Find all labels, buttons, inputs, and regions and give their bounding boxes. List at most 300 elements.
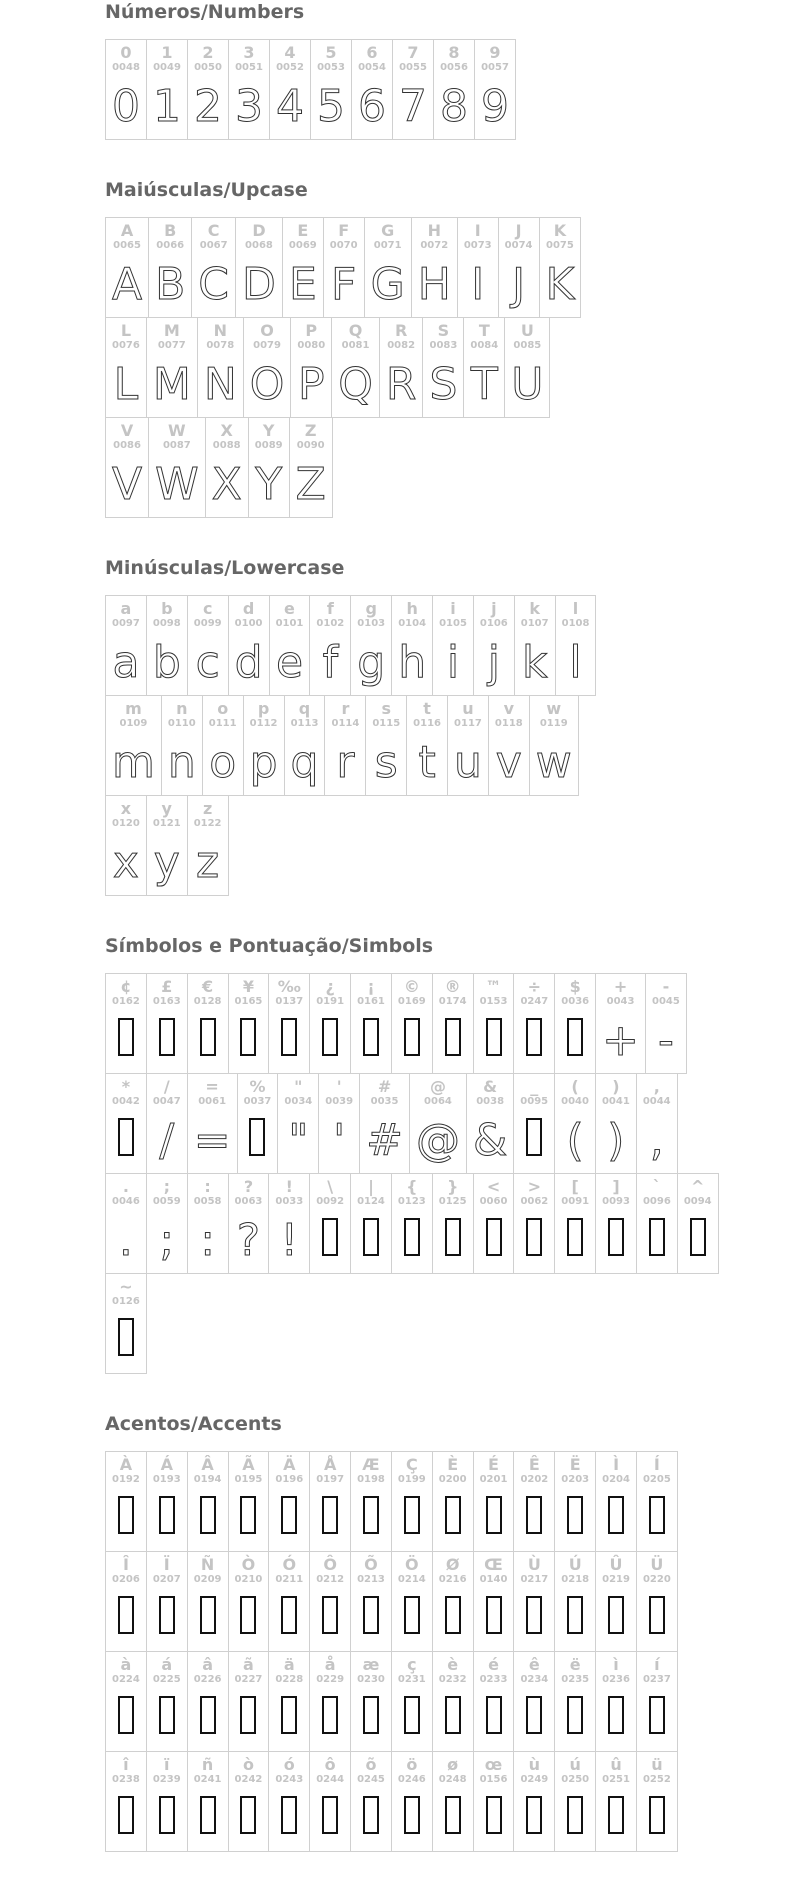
glyph-preview: 5 [317, 81, 345, 132]
character-code: 0153 [479, 996, 508, 1007]
glyph-preview: ; [159, 1215, 175, 1266]
character-label: ì [613, 1655, 619, 1674]
glyph-preview: i [446, 637, 460, 688]
character-label: 1 [161, 43, 173, 62]
character-cell [323, 217, 365, 318]
character-cell [309, 1173, 351, 1274]
character-code: 0245 [357, 1774, 385, 1785]
character-cell [350, 1551, 392, 1652]
character-label: P [305, 321, 318, 340]
character-code: 0216 [438, 1574, 467, 1585]
character-cell [228, 973, 270, 1074]
character-label: 4 [284, 43, 296, 62]
character-cell [554, 1451, 596, 1552]
character-cell [391, 1173, 433, 1274]
missing-glyph-icon [281, 1696, 297, 1734]
character-label: b [161, 599, 173, 618]
character-code: 0046 [112, 1196, 140, 1207]
character-code: 0120 [112, 818, 140, 829]
character-label: ! [285, 1177, 293, 1196]
missing-glyph-icon [526, 1796, 542, 1834]
character-code: 0218 [561, 1574, 590, 1585]
glyph-preview: N [203, 359, 237, 410]
missing-glyph-icon [322, 1496, 338, 1534]
character-label: v [503, 699, 515, 718]
character-cell [105, 695, 162, 796]
character-cell [105, 1073, 147, 1174]
character-cell [146, 595, 188, 696]
missing-glyph-icon [445, 1596, 461, 1634]
missing-glyph-icon [567, 1018, 583, 1056]
character-cell [105, 1651, 147, 1752]
missing-glyph-icon [159, 1496, 175, 1534]
character-cell [432, 1451, 474, 1552]
character-label: H [427, 221, 441, 240]
character-cell [243, 695, 285, 796]
missing-glyph-icon [200, 1796, 216, 1834]
character-code: 0212 [316, 1574, 345, 1585]
character-label: Ë [569, 1455, 581, 1474]
glyph-preview: K [545, 259, 575, 310]
character-code: 0075 [546, 240, 574, 251]
glyph-preview: x [112, 837, 139, 888]
character-cell [235, 217, 283, 318]
character-grid [105, 973, 800, 1374]
glyph-preview: P [298, 359, 325, 410]
character-label: Q [348, 321, 363, 340]
character-code: 0072 [420, 240, 449, 251]
character-label: ü [651, 1755, 663, 1774]
glyph-preview: B [155, 259, 186, 310]
character-code: 0233 [479, 1674, 508, 1685]
character-cell [391, 1451, 433, 1552]
character-code: 0174 [438, 996, 467, 1007]
character-code: 0095 [520, 1096, 549, 1107]
character-cell [187, 595, 229, 696]
glyph-preview: M [152, 359, 191, 410]
character-label: _ [530, 1077, 539, 1096]
character-label: ö [406, 1755, 418, 1774]
character-cell [268, 1551, 310, 1652]
character-label: X [220, 421, 233, 440]
missing-glyph-icon [567, 1218, 583, 1256]
character-cell [513, 1751, 555, 1852]
character-row [105, 1651, 800, 1752]
character-label: Á [160, 1455, 173, 1474]
missing-glyph-icon [690, 1218, 706, 1256]
character-label: l [572, 599, 579, 618]
glyph-preview: Q [338, 359, 373, 410]
character-code: 0209 [193, 1574, 222, 1585]
character-cell [636, 1173, 678, 1274]
character-code: 0246 [397, 1774, 426, 1785]
character-label: 9 [489, 43, 501, 62]
missing-glyph-icon [649, 1696, 665, 1734]
character-cell [636, 1651, 678, 1752]
character-label: = [205, 1077, 219, 1096]
missing-glyph-icon [608, 1496, 624, 1534]
character-cell [146, 1173, 188, 1274]
character-label: Y [262, 421, 275, 440]
character-code: 0038 [476, 1096, 505, 1107]
character-cell [433, 39, 475, 140]
glyph-preview: h [398, 637, 427, 688]
character-label: ¡ [367, 977, 375, 996]
character-code: 0048 [112, 62, 140, 73]
character-code: 0040 [561, 1096, 589, 1107]
character-cell [243, 317, 292, 418]
missing-glyph-icon [240, 1796, 256, 1834]
missing-glyph-icon [608, 1596, 624, 1634]
glyph-preview: u [454, 737, 482, 788]
missing-glyph-icon [608, 1796, 624, 1834]
character-code: 0083 [429, 340, 458, 351]
missing-glyph-icon [281, 1496, 297, 1534]
missing-glyph-icon [567, 1596, 583, 1634]
character-cell [391, 1751, 433, 1852]
character-label: @ [429, 1077, 446, 1096]
character-cell [539, 217, 582, 318]
character-cell [248, 417, 290, 518]
character-cell [228, 1173, 270, 1274]
character-code: 0063 [234, 1196, 263, 1207]
character-code: 0201 [479, 1474, 508, 1485]
character-code: 0098 [152, 618, 181, 629]
character-code: 0058 [193, 1196, 222, 1207]
character-cell [364, 217, 412, 318]
character-code: 0236 [602, 1674, 630, 1685]
character-code: 0078 [206, 340, 235, 351]
character-code: 0210 [234, 1574, 263, 1585]
character-cell [105, 795, 147, 896]
character-code: 0206 [112, 1574, 140, 1585]
character-label: À [119, 1455, 133, 1474]
glyph-preview: d [234, 637, 263, 688]
character-label: È [447, 1455, 459, 1474]
character-cell [277, 1073, 319, 1174]
character-code: 0204 [602, 1474, 630, 1485]
character-label: Ü [650, 1555, 664, 1574]
character-cell [513, 1451, 555, 1552]
character-code: 0117 [454, 718, 482, 729]
character-code: 0200 [438, 1474, 467, 1485]
character-code: 0118 [494, 718, 523, 729]
character-code: 0041 [601, 1096, 630, 1107]
character-cell [504, 317, 550, 418]
glyph-preview: 4 [276, 81, 304, 132]
character-cell [105, 317, 147, 418]
character-label: Û [609, 1555, 623, 1574]
character-code: 0197 [316, 1474, 345, 1485]
missing-glyph-icon [363, 1218, 379, 1256]
character-code: 0228 [275, 1674, 304, 1685]
character-cell [187, 1551, 229, 1652]
missing-glyph-icon [404, 1596, 420, 1634]
character-cell [146, 1073, 188, 1174]
glyph-preview: G [370, 259, 405, 310]
missing-glyph-icon [200, 1018, 216, 1056]
character-label: r [341, 699, 350, 718]
character-label: Ä [283, 1455, 296, 1474]
character-cell [105, 1273, 147, 1374]
character-code: 0230 [357, 1674, 385, 1685]
character-label: / [163, 1077, 170, 1096]
character-cell [309, 1751, 351, 1852]
character-label: à [120, 1655, 132, 1674]
character-cell [595, 1551, 637, 1652]
glyph-preview: ) [607, 1115, 625, 1166]
missing-glyph-icon [118, 1318, 134, 1356]
character-label: a [120, 599, 132, 618]
missing-glyph-icon [526, 1118, 542, 1156]
character-code: 0089 [254, 440, 283, 451]
character-label: V [120, 421, 134, 440]
character-label: Œ [484, 1555, 503, 1574]
character-code: 0202 [520, 1474, 549, 1485]
character-code: 0162 [112, 996, 140, 1007]
missing-glyph-icon [363, 1596, 379, 1634]
character-code: 0071 [373, 240, 402, 251]
character-label: j [491, 599, 497, 618]
character-row [105, 695, 800, 796]
character-row [105, 317, 800, 418]
character-cell [146, 1451, 188, 1552]
character-code: 0100 [234, 618, 263, 629]
section-title: Minúsculas/Lowercase [105, 557, 345, 579]
character-label: Ò [241, 1555, 256, 1574]
character-code: 0103 [357, 618, 386, 629]
character-cell [409, 1073, 467, 1174]
missing-glyph-icon [526, 1596, 542, 1634]
character-cell [595, 1451, 637, 1552]
character-code: 0244 [316, 1774, 345, 1785]
character-label: á [161, 1655, 173, 1674]
character-label: Í [653, 1455, 660, 1474]
missing-glyph-icon [118, 1596, 134, 1634]
character-row [105, 217, 800, 318]
character-code: 0111 [208, 718, 237, 729]
character-cell [268, 1451, 310, 1552]
character-cell [351, 39, 393, 140]
glyph-preview: V [112, 459, 143, 510]
character-label: - [662, 977, 670, 996]
character-code: 0250 [561, 1774, 590, 1785]
glyph-preview: z [196, 837, 220, 888]
character-cell [645, 973, 687, 1074]
character-code: 0194 [193, 1474, 222, 1485]
character-code: 0239 [152, 1774, 181, 1785]
character-cell [268, 1173, 310, 1274]
missing-glyph-icon [526, 1018, 542, 1056]
missing-glyph-icon [159, 1796, 175, 1834]
character-label: 6 [366, 43, 378, 62]
character-label: £ [161, 977, 173, 996]
character-code: 0219 [602, 1574, 630, 1585]
character-code: 0092 [316, 1196, 345, 1207]
character-code: 0110 [167, 718, 196, 729]
character-code: 0047 [152, 1096, 181, 1107]
glyph-preview: " [288, 1115, 309, 1166]
character-code: 0045 [652, 996, 680, 1007]
character-label: é [488, 1655, 499, 1674]
missing-glyph-icon [404, 1496, 420, 1534]
character-cell [148, 217, 192, 318]
character-code: 0055 [399, 62, 427, 73]
glyph-preview: D [242, 259, 276, 310]
character-code: 0074 [504, 240, 533, 251]
character-cell [595, 1651, 637, 1752]
character-code: 0109 [119, 718, 148, 729]
character-label: Ó [282, 1555, 297, 1574]
character-label: O [260, 321, 274, 340]
glyph-preview: U [511, 359, 544, 410]
missing-glyph-icon [159, 1696, 175, 1734]
glyph-preview: Z [295, 459, 326, 510]
character-cell [228, 1651, 270, 1752]
glyph-preview: 2 [194, 81, 222, 132]
missing-glyph-icon [526, 1218, 542, 1256]
missing-glyph-icon [118, 1018, 134, 1056]
glyph-preview: e [275, 637, 304, 688]
missing-glyph-icon [159, 1018, 175, 1056]
character-label: \ [327, 1177, 334, 1196]
character-cell [284, 695, 326, 796]
character-row [105, 595, 800, 696]
character-cell [595, 1073, 637, 1174]
character-label: É [488, 1455, 499, 1474]
section-title: Acentos/Accents [105, 1413, 282, 1435]
character-row [105, 417, 800, 518]
character-label: k [529, 599, 540, 618]
section-title: Números/Numbers [105, 1, 305, 23]
character-cell [554, 1551, 596, 1652]
character-label: . [122, 1177, 129, 1196]
character-label: ø [447, 1755, 459, 1774]
character-label: W [168, 421, 186, 440]
character-label: h [406, 599, 418, 618]
character-cell [309, 595, 351, 696]
character-label: ú [569, 1755, 581, 1774]
missing-glyph-icon [240, 1696, 256, 1734]
character-code: 0156 [479, 1774, 508, 1785]
character-label: S [437, 321, 450, 340]
glyph-preview: a [112, 637, 140, 688]
character-label: p [257, 699, 270, 718]
character-code: 0097 [112, 618, 140, 629]
glyph-preview: w [535, 737, 572, 788]
character-code: 0115 [372, 718, 401, 729]
character-code: 0241 [193, 1774, 222, 1785]
missing-glyph-icon [281, 1018, 297, 1056]
missing-glyph-icon [240, 1496, 256, 1534]
glyph-preview: T [470, 359, 498, 410]
character-code: 0224 [112, 1674, 140, 1685]
character-code: 0068 [245, 240, 273, 251]
character-code: 0052 [276, 62, 304, 73]
character-label: T [478, 321, 490, 340]
character-code: 0060 [479, 1196, 508, 1207]
character-code: 0214 [397, 1574, 426, 1585]
character-code: 0243 [275, 1774, 304, 1785]
character-label: 8 [448, 43, 460, 62]
character-cell [406, 695, 448, 796]
missing-glyph-icon [649, 1796, 665, 1834]
character-cell [289, 417, 333, 518]
glyph-preview: 6 [358, 81, 386, 132]
character-label: ô [324, 1755, 336, 1774]
character-cell [554, 1651, 596, 1752]
character-code: 0203 [561, 1474, 590, 1485]
character-code: 0140 [479, 1574, 508, 1585]
character-label: ¿ [325, 977, 335, 996]
character-label: D [252, 221, 266, 240]
character-cell [554, 1173, 596, 1274]
character-code: 0121 [152, 818, 181, 829]
character-code: 0094 [683, 1196, 712, 1207]
character-code: 0093 [602, 1196, 630, 1207]
character-code: 0249 [520, 1774, 549, 1785]
missing-glyph-icon [445, 1218, 461, 1256]
character-label: ê [528, 1655, 540, 1674]
character-label: Æ [362, 1455, 380, 1474]
character-cell [474, 39, 516, 140]
character-cell [148, 417, 206, 518]
character-label: U [520, 321, 534, 340]
character-cell [350, 1173, 392, 1274]
character-label: x [120, 799, 132, 818]
glyph-preview: s [374, 737, 398, 788]
character-cell [473, 1173, 515, 1274]
character-label: ' [336, 1077, 342, 1096]
character-row [105, 1073, 800, 1174]
character-label: ‰ [277, 977, 301, 996]
character-cell [473, 595, 515, 696]
character-code: 0079 [253, 340, 281, 351]
glyph-preview: v [495, 737, 522, 788]
character-code: 0064 [424, 1096, 452, 1107]
missing-glyph-icon [363, 1018, 379, 1056]
character-code: 0088 [212, 440, 241, 451]
glyph-preview: + [602, 1015, 639, 1066]
character-code: 0104 [398, 618, 427, 629]
glyph-preview: r [336, 737, 355, 788]
character-code: 0069 [288, 240, 317, 251]
character-row [105, 1273, 800, 1374]
character-cell [379, 317, 424, 418]
character-label: ó [283, 1755, 295, 1774]
glyph-preview: & [472, 1115, 508, 1166]
character-code: 0193 [152, 1474, 181, 1485]
character-label: w [546, 699, 562, 718]
missing-glyph-icon [486, 1018, 502, 1056]
character-label: q [298, 699, 311, 718]
character-code: 0205 [642, 1474, 671, 1485]
character-cell [473, 1451, 515, 1552]
character-label: M [163, 321, 180, 340]
character-cell [318, 1073, 360, 1174]
character-label: ã [243, 1655, 254, 1674]
glyph-preview: = [193, 1115, 231, 1166]
character-cell [187, 1651, 229, 1752]
glyph-preview: : [200, 1215, 216, 1266]
character-code: 0067 [199, 240, 228, 251]
character-cell [350, 973, 392, 1074]
character-cell [447, 695, 489, 796]
character-code: 0108 [561, 618, 590, 629]
character-code: 0220 [642, 1574, 671, 1585]
character-code: 0061 [198, 1096, 227, 1107]
character-code: 0053 [317, 62, 345, 73]
